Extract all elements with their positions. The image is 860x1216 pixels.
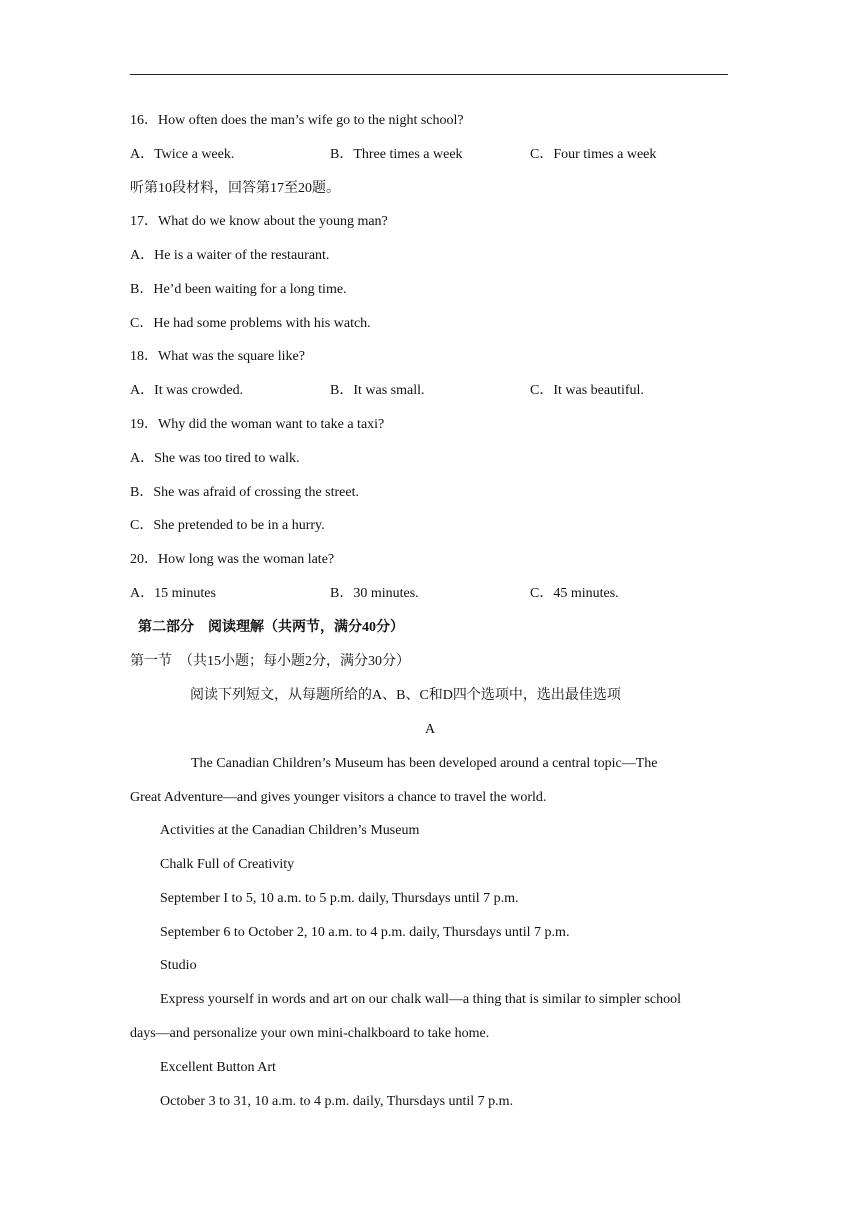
- studio-desc-line2: days—and personalize your own mini-chalkboard to take home.: [130, 1026, 490, 1041]
- reading-instruction: 阅读下列短文，从每题所给的A、B、C和D四个选项中，选出最佳选项: [190, 688, 621, 703]
- activities-title: Activities at the Canadian Children’s Museum: [160, 823, 420, 838]
- q17-option-a: A．He is a waiter of the restaurant.: [130, 248, 330, 263]
- question-18-stem: 18．What was the square like?: [130, 349, 305, 364]
- studio-label: Studio: [160, 958, 197, 973]
- q19-option-c: C．She pretended to be in a hurry.: [130, 518, 325, 533]
- question-16-stem: 16．How often does the man’s wife go to the night school?: [130, 113, 464, 128]
- activity2-title: Excellent Button Art: [160, 1060, 276, 1075]
- activity1-time1: September I to 5, 10 a.m. to 5 p.m. daily, Thursdays until 7 p.m.: [160, 891, 519, 906]
- q16-option-b: B．Three times a week: [330, 147, 463, 162]
- activity2-time: October 3 to 31, 10 a.m. to 4 p.m. daily, Thursdays until 7 p.m.: [160, 1094, 514, 1109]
- q20-option-b: B．30 minutes.: [330, 586, 419, 601]
- q17-option-b: B．He’d been waiting for a long time.: [130, 282, 347, 297]
- q16-option-a: A．Twice a week.: [130, 147, 235, 162]
- q17-option-c: C．He had some problems with his watch.: [130, 316, 371, 331]
- section1-heading: 第一节 （共15小题；每小题2分，满分30分）: [130, 654, 410, 669]
- q20-option-a: A．15 minutes: [130, 586, 216, 601]
- q20-option-c: C．45 minutes.: [530, 586, 619, 601]
- header-rule: [130, 74, 728, 75]
- q19-option-a: A．She was too tired to walk.: [130, 451, 300, 466]
- section10-instruction: 听第10段材料，回答第17至20题。: [130, 181, 340, 196]
- passage-intro-line1: The Canadian Children’s Museum has been developed around a central topic—The: [191, 756, 658, 771]
- q19-option-b: B．She was afraid of crossing the street.: [130, 485, 359, 500]
- q16-option-c: C．Four times a week: [530, 147, 657, 162]
- q18-option-c: C．It was beautiful.: [530, 383, 644, 398]
- part2-heading: 第二部分 阅读理解（共两节，满分40分）: [138, 620, 404, 635]
- studio-desc-line1: Express yourself in words and art on our chalk wall—a thing that is similar to simpler school: [160, 992, 682, 1007]
- q18-option-a: A．It was crowded.: [130, 383, 244, 398]
- activity1-time2: September 6 to October 2, 10 a.m. to 4 p.m. daily, Thursdays until 7 p.m.: [160, 925, 570, 940]
- question-20-stem: 20．How long was the woman late?: [130, 552, 335, 567]
- passage-intro-line2: Great Adventure—and gives younger visitors a chance to travel the world.: [130, 790, 547, 805]
- activity1-title: Chalk Full of Creativity: [160, 857, 295, 872]
- passage-label: A: [424, 722, 436, 737]
- question-19-stem: 19．Why did the woman want to take a taxi?: [130, 417, 385, 432]
- question-17-stem: 17．What do we know about the young man?: [130, 214, 388, 229]
- q18-option-b: B．It was small.: [330, 383, 425, 398]
